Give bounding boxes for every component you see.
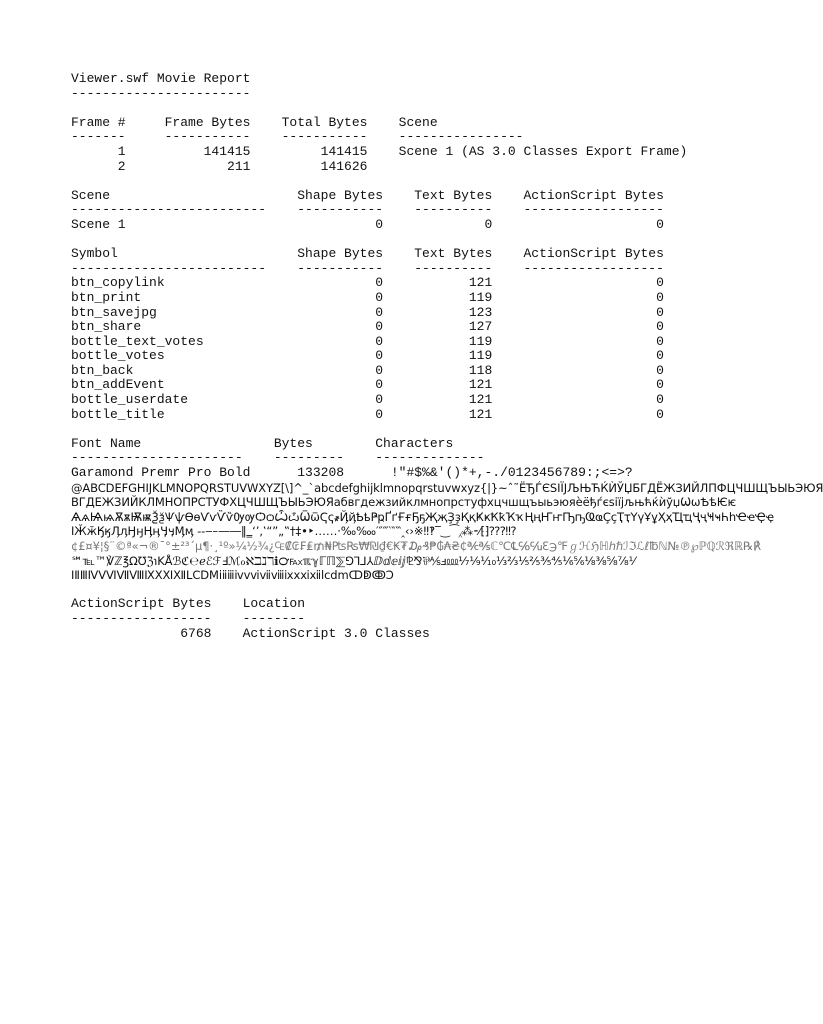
font-characters-line: ВГДЕЖЗИЙКЛМНОПРСТУФХЦЧШЩЪЫЬЭЮЯабвгдежзийклмнопрстуфхцчшщъыьэюяѐёђѓєѕіїјљњћќѝўџѠѡѢѣѤѥ [71, 495, 737, 510]
movie-report [71, 71, 823, 641]
frames-row: 2 211 141626 [71, 158, 368, 174]
frames-header: Frame # Frame Bytes Total Bytes Scene [71, 114, 438, 130]
frames-row: 1 141415 141415 Scene 1 (AS 3.0 Classes Export Frame) [71, 143, 688, 159]
actionscript-header: ActionScript Bytes Location [71, 596, 306, 612]
font-characters-line: ѦѧѨѩѪѫѬѭѮѯѰѱѲѳѴѵѶѷѸѹѺѻѼѽѾѿҀҁ҂ҊҋҌҍҎҏҐґҒғҔҕҖҗҘҙҚқҜҝҞҟҠҡҢңҤҥҦҧҨҩҪҫҬҭҮүҰұҲҳҴҵҶҷҸҹҺһҼҽҾҿ [71, 509, 775, 524]
symbol-row: btn_addEvent 0 121 0 [71, 377, 664, 393]
symbol-row: btn_back 0 118 0 [71, 362, 664, 378]
scenes-header: Scene Shape Bytes Text Bytes ActionScript Bytes [71, 187, 664, 203]
font-characters-line: @ABCDEFGHIJKLMNOPQRSTUVWXYZ[\]^_`abcdefghijklmnopqrstuvwxyz{|}~ˆ˜ЁЂЃЄЅІЇЈЉЊЋЌЍЎЏБГДЁЖЗИЙЛПФЦЧШЩЪЫЬЭЮЯ [71, 480, 823, 495]
report-title-rule: ----------------------- [71, 85, 251, 101]
font-row: Garamond Premr Pro Bold 133208 !"#$%&'()*+,-./0123456789:;<=>? [71, 465, 633, 481]
scenes-rule: ------------------------- ----------- ---------- ------------------ [71, 202, 664, 218]
symbol-row: bottle_votes 0 119 0 [71, 348, 664, 364]
font-characters-line: ¢£¤¥¦§¨©ª«¬®¯°±²³´µ¶·¸¹º»¼½¾¿₠₡₢₣₤₥₦₧₨₩₪₫€₭₮₯₰₱₲₳₴₵℀℁ℂ℃℄℅℆ℇ℈℉ℊℋℌℍℎℏℐℑℒℓ℔ℕ№℗℘ℙℚℛℜℝ℞℟ [71, 539, 761, 553]
fonts-rule: ---------------------- --------- -------------- [71, 450, 485, 466]
scenes-row: Scene 1 0 0 0 [71, 216, 664, 232]
actionscript-rule: ------------------ -------- [71, 610, 306, 626]
symbols-header: Symbol Shape Bytes Text Bytes ActionScript Bytes [71, 246, 664, 262]
font-characters-line: ⅠⅡⅢⅣⅤⅥⅦⅧⅨⅩⅪⅫⅬⅭⅮⅯⅰⅱⅲⅳⅴⅵⅶⅷⅸⅹⅺⅻⅼⅽⅾⅿↀↁↂↃ [71, 568, 394, 583]
symbol-row: bottle_title 0 121 0 [71, 406, 664, 422]
font-characters-line: ӀӁӂӃӄӅӆӇӈӉӊӋӌӍӎ ‐‑‒–—―‖‗‘’‚‛“”„‟†‡•‣․‥…‧‰‱′″‴‵‶‷‸‹›※‼‽‾‿⁀⁁⁂⁃⁄⁅⁆⁇⁈⁉ [71, 524, 517, 539]
frames-rule: ------- ----------- ----------- ---------------- [71, 129, 524, 145]
symbol-row: btn_copylink 0 121 0 [71, 275, 664, 291]
symbol-row: bottle_text_votes 0 119 0 [71, 333, 664, 349]
report-title: Viewer.swf Movie Report [71, 71, 251, 86]
symbol-row: bottle_userdate 0 121 0 [71, 392, 664, 408]
symbol-row: btn_print 0 119 0 [71, 289, 664, 305]
font-characters-line: ℠℡™℣ℤ℥Ω℧ℨ℩KÅℬℭ℮ℯℰℱℲℳℴℵℶℷℸℹ℺℻ℼℽℾℿ⅀⅁⅂⅃⅄ⅅⅆⅇⅈⅉ⅊⅋⅌⅍ⅎ⅏⅐⅑⅒⅓⅔⅕⅖⅗⅘⅙⅚⅛⅜⅝⅞⅟ [71, 553, 636, 568]
actionscript-row: 6768 ActionScript 3.0 Classes [71, 625, 430, 641]
fonts-header: Font Name Bytes Characters [71, 435, 454, 451]
symbol-row: btn_savejpg 0 123 0 [71, 304, 664, 320]
symbol-row: btn_share 0 127 0 [71, 319, 664, 335]
symbols-rule: ------------------------- ----------- ---------- ------------------ [71, 260, 664, 276]
